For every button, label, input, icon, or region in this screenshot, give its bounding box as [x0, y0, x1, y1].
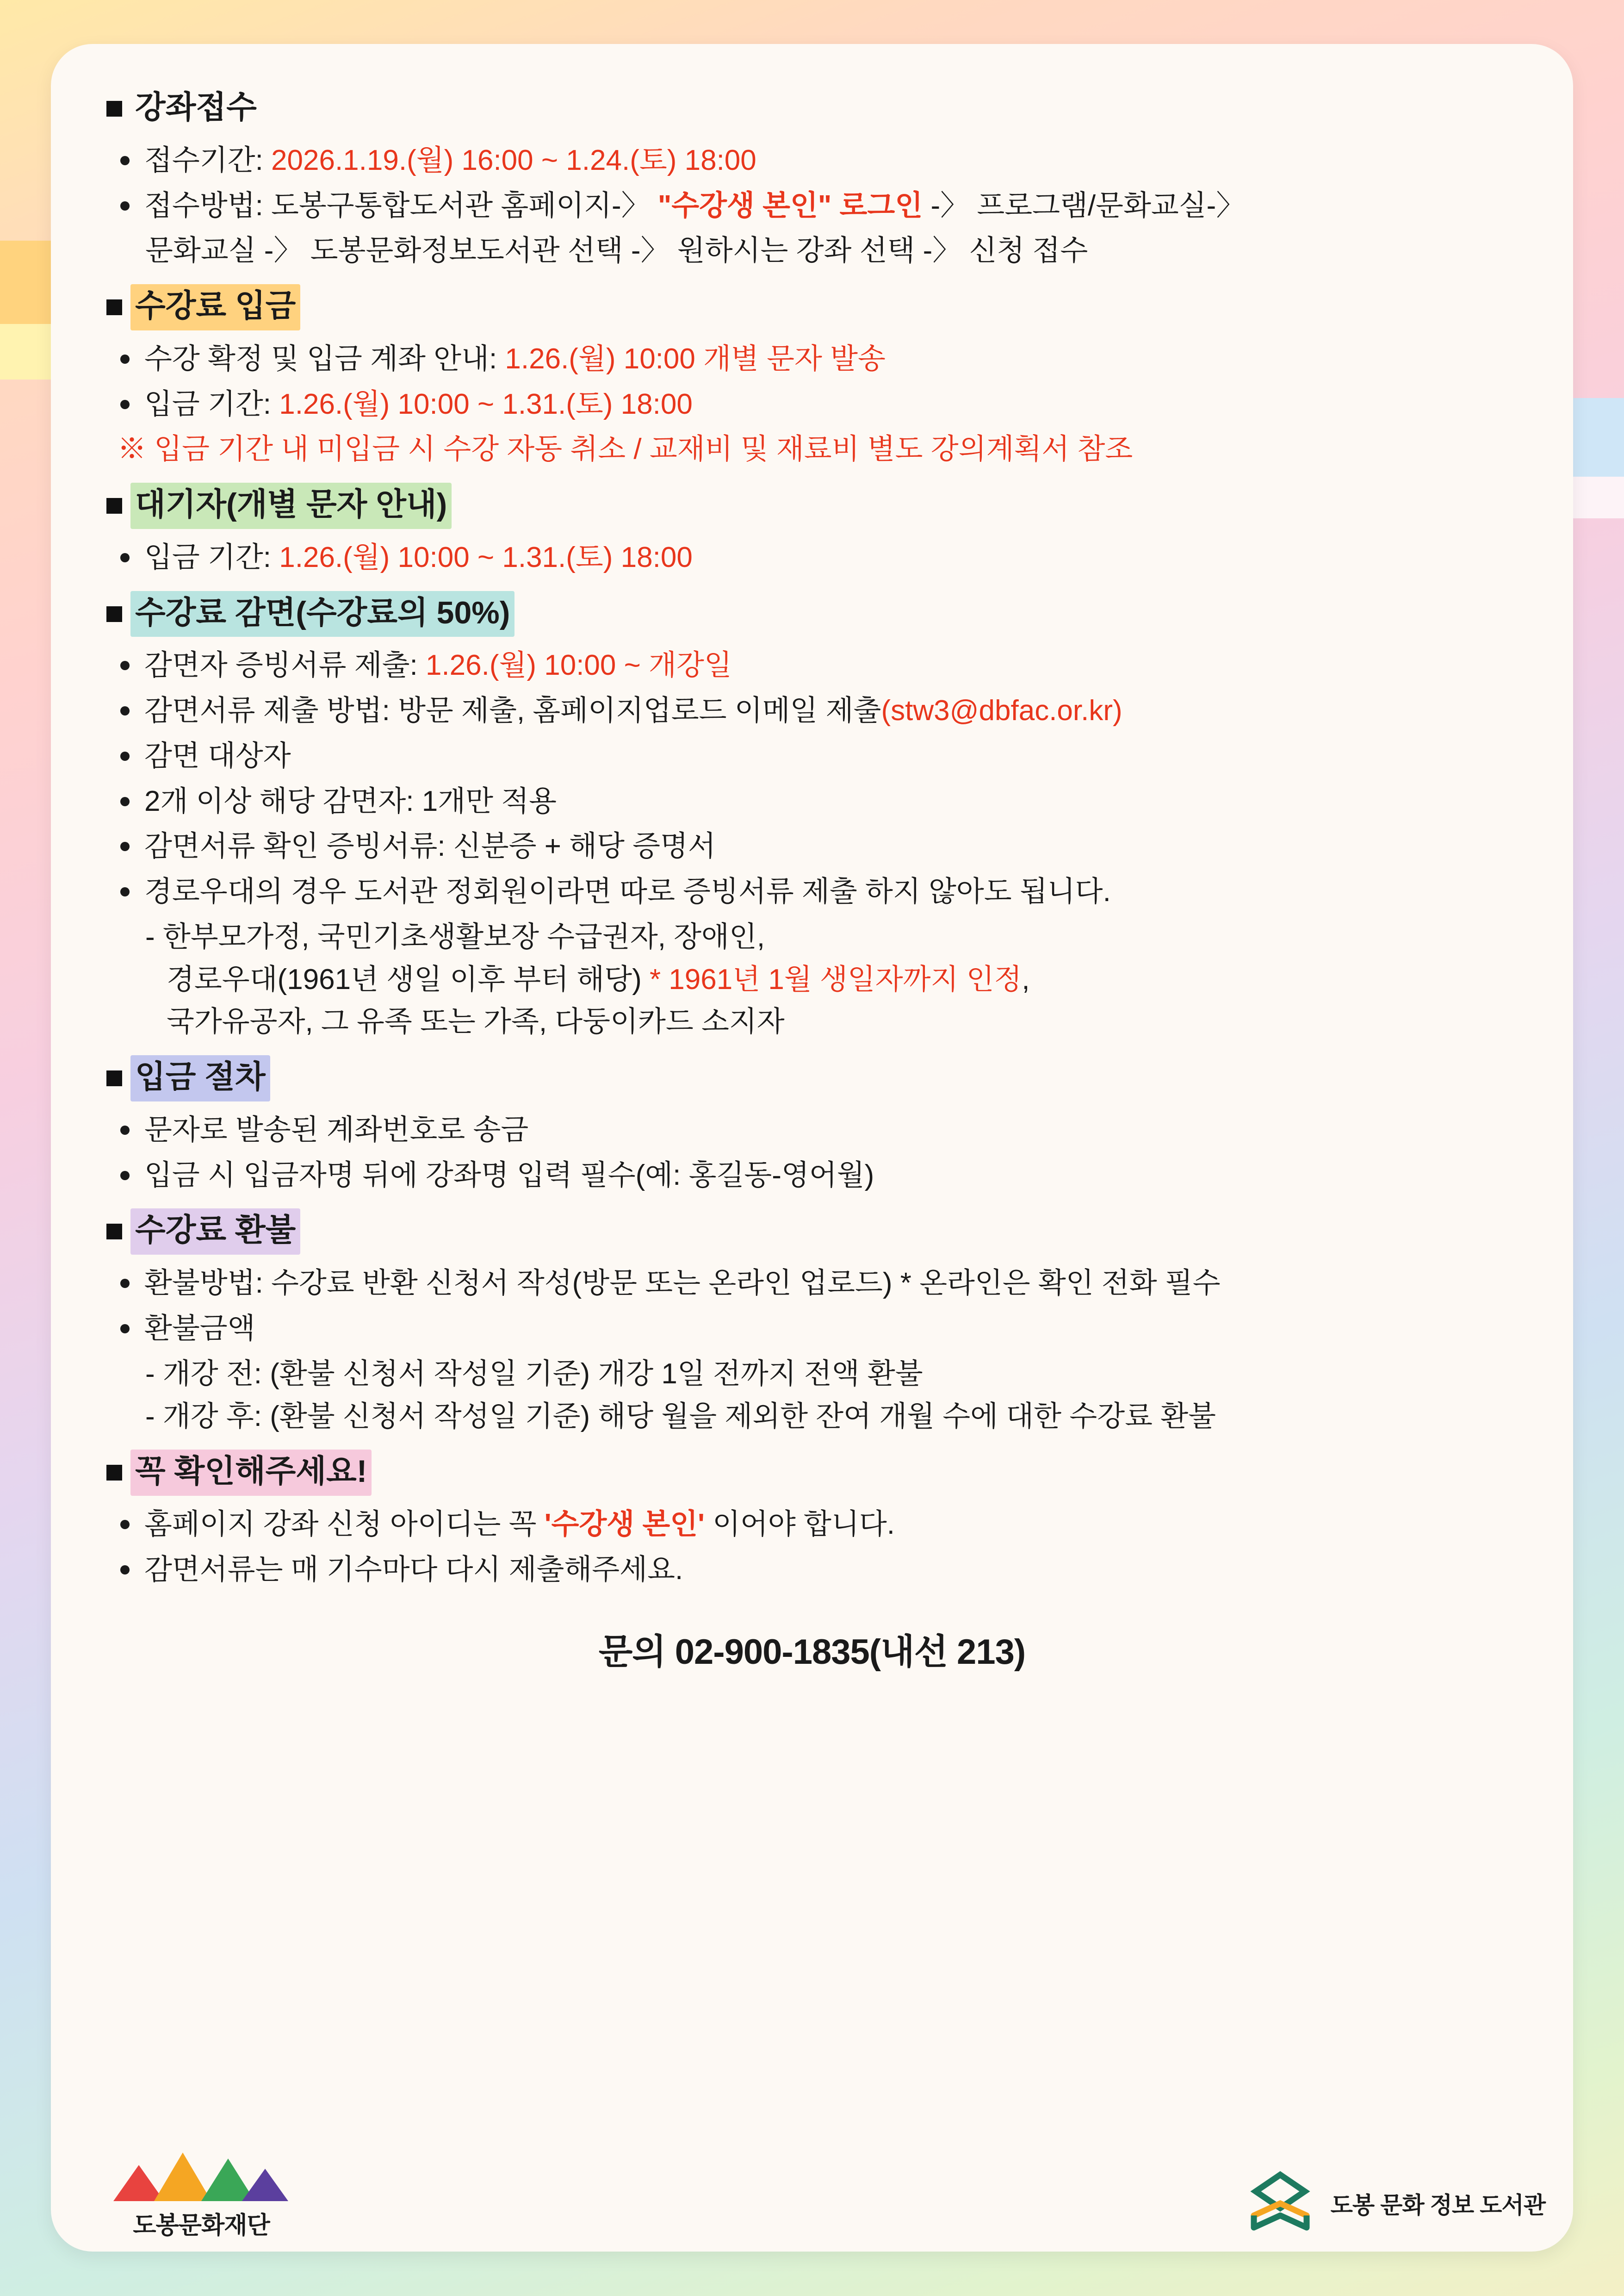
- text-run: -〉 프로그램/문화교실-〉: [923, 189, 1245, 222]
- sub-line: [106, 1353, 1518, 1395]
- section-discount: [106, 591, 1518, 1044]
- text-run: "수강생 본인" 로그인: [657, 189, 923, 222]
- dobong-foundation-label: 도봉문화재단: [133, 2212, 270, 2239]
- dobong-foundation-logo: [102, 2150, 301, 2240]
- list-item: [118, 185, 1518, 227]
- text-run: 1.26.(월) 10:00 ~ 개강일: [425, 649, 732, 682]
- section-heading-text: 강좌접수: [135, 90, 257, 125]
- list-item: [118, 338, 1518, 380]
- section-application: [106, 86, 1518, 272]
- section-refund: [106, 1208, 1518, 1437]
- square-bullet-icon: [106, 606, 122, 622]
- bullet-list: [106, 1262, 1518, 1350]
- list-item: [118, 780, 1518, 823]
- sub-line: [106, 230, 1518, 272]
- text-run: 1.26.(월) 10:00 ~ 1.31.(토) 18:00: [279, 388, 693, 420]
- section-heading-discount: [106, 591, 1518, 637]
- text-run: 수강 확정 및 입금 계좌 안내:: [144, 342, 505, 375]
- text-run: 문자로 발송된 계좌번호로 송금: [144, 1114, 529, 1146]
- text-run: 국가유공자, 그 유족 또는 가족, 다둥이카드 소지자: [167, 1006, 785, 1038]
- list-item: [118, 1503, 1518, 1546]
- section-deposit-process: [106, 1055, 1518, 1196]
- contact-line: 문의 02-900-1835(내선 213): [598, 1632, 1026, 1672]
- square-bullet-icon: [106, 498, 122, 514]
- text-run: - 한부모가정, 국민기초생활보장 수급권자, 장애인,: [145, 921, 765, 953]
- section-heading-text: 수강료 환불: [130, 1208, 300, 1255]
- list-item: [118, 644, 1518, 687]
- text-run: 경로우대(1961년 생일 이후 부터 해당): [167, 963, 650, 996]
- text-run: 환불금액: [144, 1313, 255, 1345]
- text-run: * 1961년 1월 생일자까지 인정: [649, 963, 1022, 996]
- text-run: - 개강 후: (환불 신청서 작성일 기준) 해당 월을 제외한 잔여 개월 수에 대한 수강료 환불: [145, 1400, 1216, 1432]
- text-run: 접수방법: 도봉구통합도서관 홈페이지-〉: [144, 189, 658, 222]
- section-heading-text: 입금 절차: [130, 1055, 270, 1101]
- sections-container: [106, 86, 1518, 1591]
- text-run: 환불방법: 수강료 반환 신청서 작성(방문 또는 온라인 업로드) * 온라인은 확인 전화 필수: [144, 1267, 1221, 1300]
- section-heading-deposit-process: [106, 1055, 1518, 1101]
- list-item: [118, 1262, 1518, 1305]
- section-check: [106, 1450, 1518, 1591]
- text-run: '수강생 본인': [544, 1508, 705, 1541]
- text-run: 1.26.(월) 10:00 ~ 1.31.(토) 18:00: [279, 541, 693, 573]
- text-run: 2개 이상 해당 감면자: 1개만 적용: [144, 785, 557, 817]
- text-run: 2026.1.19.(월) 16:00 ~ 1.24.(토) 18:00: [271, 144, 756, 176]
- sub-line: [106, 1001, 1518, 1043]
- section-heading-text: 대기자(개별 문자 안내): [130, 483, 452, 529]
- list-item: [118, 735, 1518, 778]
- text-run: 홈페이지 강좌 신청 아이디는 꼭: [144, 1508, 545, 1541]
- bullet-list: [106, 139, 1518, 227]
- section-heading-text: 수강료 입금: [130, 284, 300, 330]
- text-run: 입금 시 입금자명 뒤에 강좌명 입력 필수(예: 홍길동-영어월): [144, 1159, 874, 1191]
- text-run: 감면 대상자: [144, 740, 291, 772]
- notice-card: [51, 44, 1573, 2252]
- sub-line: [106, 1395, 1518, 1438]
- dobong-library-label: 도봉 문화 정보 도서관: [1330, 2192, 1545, 2218]
- text-run: 입금 기간:: [144, 541, 279, 573]
- text-run: 경로우대의 경우 도서관 정회원이라면 따로 증빙서류 제출 하지 않아도 됩니다.: [144, 876, 1111, 908]
- text-run: (stw3@dbfac.or.kr): [881, 695, 1122, 727]
- dobong-library-logo: [1246, 2171, 1545, 2236]
- list-item: [118, 1549, 1518, 1591]
- section-heading-application: [106, 86, 1518, 132]
- section-heading-payment: [106, 284, 1518, 330]
- footer: [51, 2120, 1573, 2240]
- text-run: - 개강 전: (환불 신청서 작성일 기준) 개강 1일 전까지 전액 환불: [145, 1357, 923, 1390]
- section-heading-refund: [106, 1208, 1518, 1255]
- text-run: 문화교실 -〉 도봉문화정보도서관 선택 -〉 원하시는 강좌 선택 -〉 신청 접수: [145, 235, 1088, 267]
- section-payment: [106, 284, 1518, 471]
- library-mark-icon: [1246, 2171, 1315, 2236]
- list-item: [118, 536, 1518, 579]
- text-run: 감면자 증빙서류 제출:: [144, 649, 426, 682]
- bullet-list: [106, 1503, 1518, 1591]
- text-run: ,: [1022, 963, 1030, 996]
- section-heading-check: [106, 1450, 1518, 1496]
- list-item: [118, 690, 1518, 732]
- text-run: 입금 기간:: [144, 388, 279, 420]
- square-bullet-icon: [106, 1465, 122, 1481]
- section-heading-text: 꼭 확인해주세요!: [130, 1450, 372, 1496]
- square-bullet-icon: [106, 1224, 122, 1239]
- list-item: [118, 139, 1518, 182]
- mountains-icon: [113, 2150, 289, 2201]
- list-item: [118, 1154, 1518, 1197]
- list-item: [118, 1307, 1518, 1350]
- warning-note: [106, 428, 1518, 471]
- text-run: ※ 입금 기간 내 미입금 시 수강 자동 취소 / 교재비 및 재료비 별도 강의계획서 참조: [118, 433, 1133, 466]
- text-run: 감면서류 제출 방법: 방문 제출, 홈페이지업로드 이메일 제출: [144, 695, 881, 727]
- bullet-list: [106, 1109, 1518, 1197]
- square-bullet-icon: [106, 1070, 122, 1086]
- text-run: 1.26.(월) 10:00 개별 문자 발송: [505, 342, 886, 375]
- section-heading-text: 수강료 감면(수강료의 50%): [130, 591, 514, 637]
- bullet-list: [106, 644, 1518, 913]
- bullet-list: [106, 338, 1518, 426]
- list-item: [118, 871, 1518, 913]
- text-run: 이어야 합니다.: [704, 1508, 895, 1541]
- list-item: [118, 825, 1518, 868]
- bullet-list: [106, 536, 1518, 579]
- text-run: 접수기간:: [144, 144, 272, 176]
- sub-line: [106, 958, 1518, 1001]
- square-bullet-icon: [106, 299, 122, 315]
- sub-line: [106, 916, 1518, 958]
- list-item: [118, 383, 1518, 426]
- list-item: [118, 1109, 1518, 1151]
- text-run: 감면서류는 매 기수마다 다시 제출해주세요.: [144, 1553, 683, 1586]
- section-heading-waitlist: [106, 483, 1518, 529]
- section-waitlist: [106, 483, 1518, 579]
- text-run: 감면서류 확인 증빙서류: 신분증 + 해당 증명서: [144, 830, 716, 863]
- square-bullet-icon: [106, 101, 122, 117]
